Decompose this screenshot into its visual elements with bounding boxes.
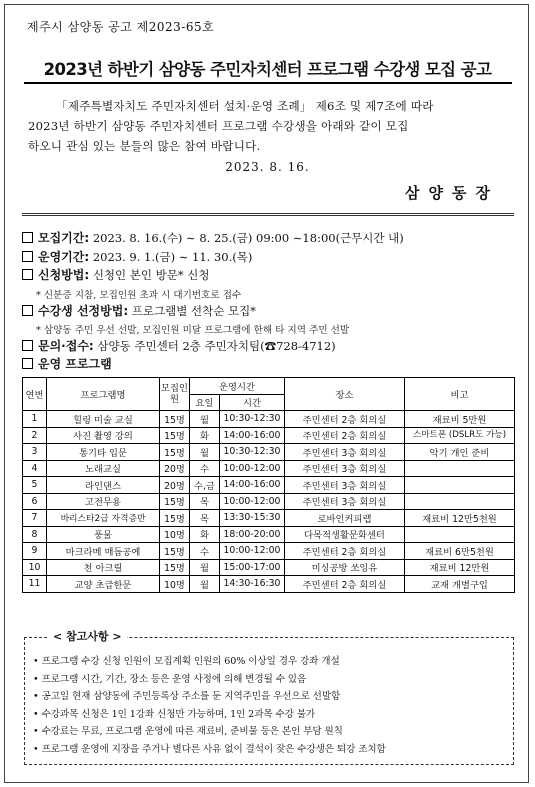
cell-program: 마크라메 매듭공예 xyxy=(47,543,160,560)
cell-place: 주민센터 3층 회의실 xyxy=(285,477,405,494)
cell-capacity: 20명 xyxy=(160,460,190,477)
item-label: 문의·접수: xyxy=(38,339,94,353)
cell-program: 라인댄스 xyxy=(47,477,160,494)
cell-capacity: 15명 xyxy=(160,411,190,428)
checkbox-icon xyxy=(22,251,33,262)
cell-capacity: 15명 xyxy=(160,559,190,576)
cell-program: 노래교실 xyxy=(47,460,160,477)
cell-time: 14:00-16:00 xyxy=(220,477,285,494)
table-row xyxy=(23,444,515,461)
cell-program: 통기타 입문 xyxy=(47,444,160,461)
col-capacity: 모집인원 xyxy=(160,378,190,411)
item-value: 2023. 9. 1.(금) ∼ 11. 30.(목) xyxy=(89,250,253,264)
subnote-apply: * 신분증 지참, 모집인원 초과 시 대기번호로 접수 xyxy=(36,290,242,301)
cell-time: 14:00-16:00 xyxy=(220,427,285,444)
notes-box xyxy=(24,637,514,765)
cell-day: 목 xyxy=(190,493,220,510)
table-row xyxy=(23,493,515,510)
program-table-body xyxy=(23,411,515,593)
note-item: • 수강료는 무료, 프로그램 운영에 따른 재료비, 준비물 등은 본인 부담 원칙 xyxy=(33,723,513,741)
subnote-select: * 삼양동 주민 우선 선발, 모집인원 미달 프로그램에 한해 타 지역 주민 선발 xyxy=(36,325,350,336)
cell-place: 미싱공방 쏘잉유 xyxy=(285,559,405,576)
note-item: • 수강과목 신청은 1인 1강좌 신청만 가능하며, 1인 2과목 수강 불가 xyxy=(33,706,513,724)
checkbox-icon xyxy=(22,340,33,351)
program-table xyxy=(22,377,515,593)
cell-no: 9 xyxy=(23,543,47,560)
checkbox-icon xyxy=(22,269,33,280)
item-value: 신청인 본인 방문* 신청 xyxy=(89,268,210,282)
table-row xyxy=(23,526,515,543)
cell-program: 힐링 미술 교실 xyxy=(47,411,160,428)
intro-line-3: 하오니 관심 있는 분들의 많은 참여 바랍니다. xyxy=(28,139,261,153)
cell-no: 2 xyxy=(23,427,47,444)
col-day: 요일 xyxy=(190,394,220,411)
table-row xyxy=(23,510,515,527)
item-value: 삼양동 주민센터 2층 주민자치팀(☎728-4712) xyxy=(93,339,336,353)
cell-note: 악기 개인 준비 xyxy=(405,444,515,461)
cell-capacity: 15명 xyxy=(160,444,190,461)
page-title: 2023년 하반기 삼양동 주민자치센터 프로그램 수강생 모집 공고 xyxy=(43,60,492,79)
cell-no: 7 xyxy=(23,510,47,527)
cell-note xyxy=(405,526,515,543)
item-value: 프로그램별 선착순 모집* xyxy=(128,304,256,318)
title-underline xyxy=(24,82,512,84)
cell-note: 스마트폰 (DSLR도 가능) xyxy=(405,427,515,444)
item-label: 운영 프로그램 xyxy=(38,357,112,371)
note-item: • 프로그램 운영에 지장을 주거나 별다른 사유 없이 결석이 잦은 수강생은 퇴강 조치함 xyxy=(33,741,513,759)
cell-day: 월 xyxy=(190,559,220,576)
cell-program: 사진 촬영 강의 xyxy=(47,427,160,444)
cell-no: 10 xyxy=(23,559,47,576)
cell-program: 고전무용 xyxy=(47,493,160,510)
cell-place: 주민센터 3층 회의실 xyxy=(285,493,405,510)
table-row xyxy=(23,576,515,593)
table-row xyxy=(23,477,515,494)
cell-day: 화 xyxy=(190,427,220,444)
note-item: • 프로그램 수강 신청 인원이 모집계획 인원의 60% 이상일 경우 강좌 개설 xyxy=(33,653,513,671)
intro-line-2: 2023년 하반기 삼양동 주민자치센터 프로그램 수강생을 아래와 같이 모집 xyxy=(28,119,409,133)
notice-date: 2023. 8. 16. xyxy=(225,160,310,174)
cell-no: 1 xyxy=(23,411,47,428)
cell-note: 재료비 12만5천원 xyxy=(405,510,515,527)
item-programs xyxy=(22,355,112,372)
col-note: 비고 xyxy=(405,378,515,411)
table-row xyxy=(23,460,515,477)
cell-time: 18:00-20:00 xyxy=(220,526,285,543)
checkbox-icon xyxy=(22,305,33,316)
cell-note xyxy=(405,460,515,477)
cell-place: 주민센터 2층 회의실 xyxy=(285,576,405,593)
cell-program: 천 아크릴 xyxy=(47,559,160,576)
notes-title: < 참고사항 > xyxy=(48,628,127,644)
cell-time: 15:00-17:00 xyxy=(220,559,285,576)
cell-program: 풍물 xyxy=(47,526,160,543)
cell-day: 월 xyxy=(190,411,220,428)
cell-no: 11 xyxy=(23,576,47,593)
cell-note: 재료비 12만원 xyxy=(405,559,515,576)
cell-capacity: 15명 xyxy=(160,427,190,444)
item-label: 신청방법: xyxy=(38,268,90,282)
item-label: 모집기간: xyxy=(38,231,90,245)
intro-line-1: 「제주특별자치도 주민자치센터 설치·운영 조례」 제6조 및 제7조에 따라 xyxy=(56,99,434,113)
cell-place: 다목적생활문화센터 xyxy=(285,526,405,543)
cell-place: 로바인커피랩 xyxy=(285,510,405,527)
cell-no: 3 xyxy=(23,444,47,461)
item-operation-period xyxy=(22,248,252,265)
cell-note: 교재 개별구입 xyxy=(405,576,515,593)
cell-no: 6 xyxy=(23,493,47,510)
cell-day: 수 xyxy=(190,543,220,560)
cell-day: 월 xyxy=(190,444,220,461)
cell-day: 목 xyxy=(190,510,220,527)
cell-capacity: 10명 xyxy=(160,526,190,543)
cell-day: 수,금 xyxy=(190,477,220,494)
cell-place: 주민센터 2층 회의실 xyxy=(285,543,405,560)
cell-no: 5 xyxy=(23,477,47,494)
table-header-row xyxy=(23,378,515,395)
item-apply-method xyxy=(22,266,210,283)
cell-note xyxy=(405,493,515,510)
checkbox-icon xyxy=(22,358,33,369)
cell-time: 10:00-12:00 xyxy=(220,543,285,560)
signature: 삼양동장 xyxy=(405,184,499,202)
cell-time: 10:00-12:00 xyxy=(220,493,285,510)
item-inquiry xyxy=(22,337,336,354)
cell-place: 주민센터 3층 회의실 xyxy=(285,460,405,477)
cell-day: 수 xyxy=(190,460,220,477)
cell-no: 4 xyxy=(23,460,47,477)
col-program: 프로그램명 xyxy=(47,378,160,411)
cell-program: 교양 초급한문 xyxy=(47,576,160,593)
col-time-group: 운영시간 xyxy=(190,378,285,395)
cell-day: 화 xyxy=(190,526,220,543)
note-item: • 프로그램 시간, 기간, 장소 등은 운영 사정에 의해 변경될 수 있음 xyxy=(33,671,513,689)
col-place: 장소 xyxy=(285,378,405,411)
item-value: 2023. 8. 16.(수) ∼ 8. 25.(금) 09:00 ∼18:00(근무시간 내) xyxy=(89,231,404,245)
cell-note xyxy=(405,477,515,494)
table-row xyxy=(23,543,515,560)
cell-note: 재료비 5만원 xyxy=(405,411,515,428)
col-time: 시간 xyxy=(220,394,285,411)
item-label: 수강생 선정방법: xyxy=(38,304,129,318)
checkbox-icon xyxy=(22,232,33,243)
cell-time: 13:30-15:30 xyxy=(220,510,285,527)
table-row xyxy=(23,559,515,576)
cell-capacity: 15명 xyxy=(160,543,190,560)
cell-time: 10:30-12:30 xyxy=(220,411,285,428)
cell-capacity: 15명 xyxy=(160,493,190,510)
cell-note: 재료비 6만5천원 xyxy=(405,543,515,560)
notice-number: 제주시 삼양동 공고 제2023-65호 xyxy=(27,20,215,34)
section-divider xyxy=(22,213,514,216)
cell-capacity: 20명 xyxy=(160,477,190,494)
col-no: 연번 xyxy=(23,378,47,411)
cell-capacity: 15명 xyxy=(160,510,190,527)
cell-time: 10:00-12:00 xyxy=(220,460,285,477)
cell-place: 주민센터 2층 회의실 xyxy=(285,411,405,428)
item-recruit-period xyxy=(22,229,404,246)
table-row xyxy=(23,411,515,428)
note-item: • 공고일 현재 삼양동에 주민등록상 주소를 둔 지역주민을 우선으로 선발함 xyxy=(33,688,513,706)
cell-day: 월 xyxy=(190,576,220,593)
cell-place: 주민센터 3층 회의실 xyxy=(285,444,405,461)
cell-capacity: 10명 xyxy=(160,576,190,593)
item-label: 운영기간: xyxy=(38,250,90,264)
table-row xyxy=(23,427,515,444)
cell-place: 주민센터 2층 회의실 xyxy=(285,427,405,444)
cell-time: 10:30-12:30 xyxy=(220,444,285,461)
item-selection-method xyxy=(22,302,256,319)
notes-list xyxy=(25,638,513,758)
cell-time: 14:30-16:30 xyxy=(220,576,285,593)
intro-paragraph xyxy=(28,96,508,156)
cell-no: 8 xyxy=(23,526,47,543)
cell-program: 바리스타2급 자격증반 xyxy=(47,510,160,527)
